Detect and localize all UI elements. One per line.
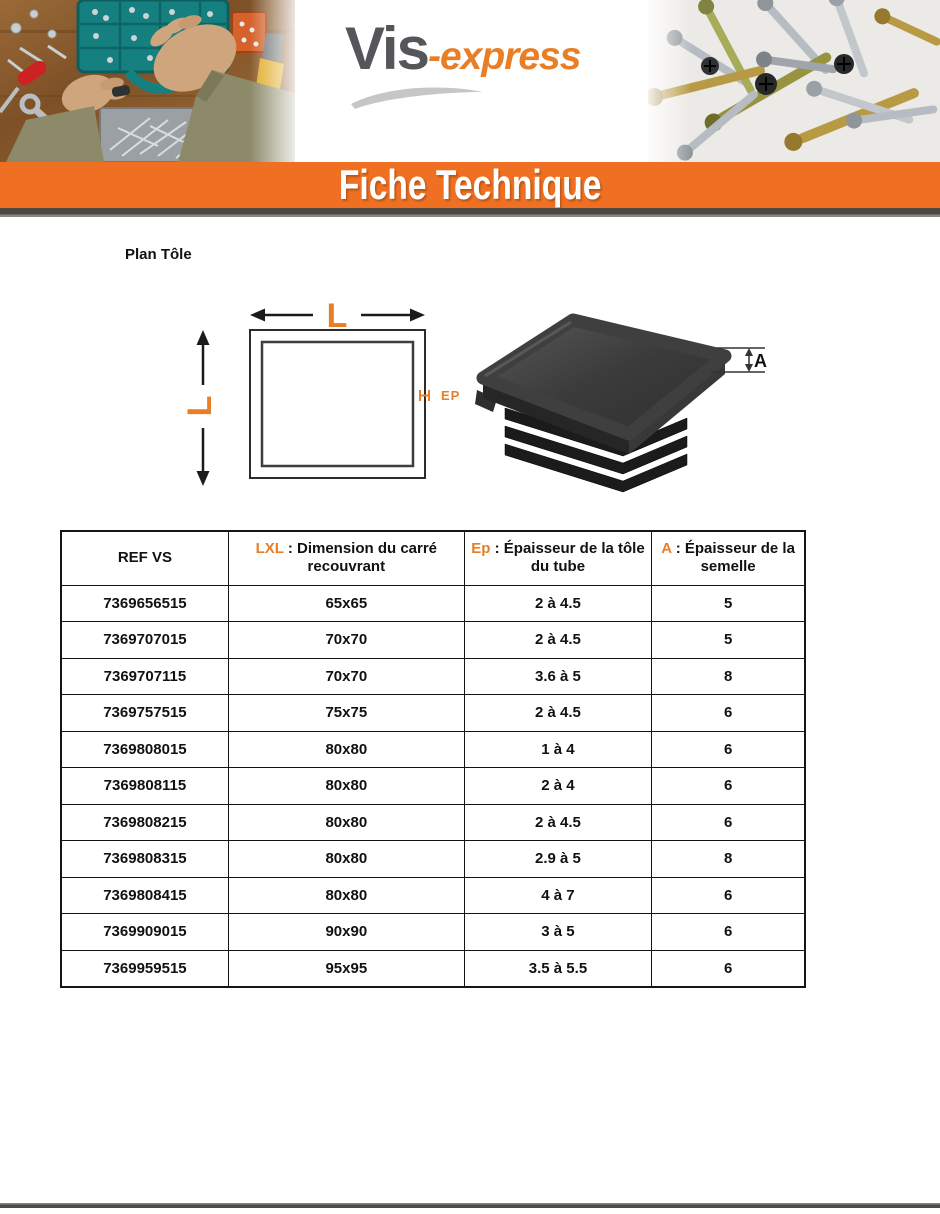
workbench-photo-illustration <box>0 0 298 162</box>
screws-pile-photo <box>648 0 940 162</box>
screws-pile-illustration <box>648 0 940 162</box>
spec-table <box>60 530 806 988</box>
banner-divider <box>0 208 940 217</box>
cell-lxl: 75x75 <box>228 695 464 732</box>
cell-lxl: 80x80 <box>228 804 464 841</box>
table-row <box>61 658 805 695</box>
vis-express-logo <box>345 14 580 83</box>
cell-lxl: 70x70 <box>228 622 464 659</box>
cell-lxl: 70x70 <box>228 658 464 695</box>
a-arrowhead-down-icon <box>745 364 753 372</box>
table-row <box>61 768 805 805</box>
cell-ref: 7369707115 <box>61 658 228 695</box>
cell-lxl: 95x95 <box>228 950 464 987</box>
cell-ep: 2 à 4.5 <box>464 695 651 732</box>
arrowhead-down-icon <box>197 471 210 486</box>
cell-ref: 7369707015 <box>61 622 228 659</box>
arrowhead-right-icon <box>410 309 425 322</box>
cell-ref: 7369808115 <box>61 768 228 805</box>
header-a-prefix: A <box>661 539 672 557</box>
footer-divider <box>0 1203 940 1208</box>
cell-ref: 7369656515 <box>61 585 228 622</box>
logo-swoosh-icon <box>347 82 487 110</box>
cell-lxl: 90x90 <box>228 914 464 951</box>
l-left-label-group <box>181 396 219 417</box>
workbench-photo <box>0 0 298 162</box>
table-row <box>61 841 805 878</box>
header-ref-vs <box>61 531 228 585</box>
cell-ep: 2.9 à 5 <box>464 841 651 878</box>
cell-ref: 7369909015 <box>61 914 228 951</box>
table-row <box>61 877 805 914</box>
cell-ep: 2 à 4.5 <box>464 622 651 659</box>
cell-a: 5 <box>652 622 805 659</box>
tube-cross-section-diagram <box>165 290 475 510</box>
header-ep-prefix: Ep <box>471 539 491 557</box>
cell-ep: 2 à 4.5 <box>464 585 651 622</box>
cell-a: 8 <box>652 658 805 695</box>
cell-ep: 2 à 4.5 <box>464 804 651 841</box>
outer-square <box>250 330 425 478</box>
arrowhead-up-icon <box>197 330 210 345</box>
table-row <box>61 731 805 768</box>
cell-a: 6 <box>652 695 805 732</box>
cap-3d-illustration <box>475 300 775 500</box>
cell-ep: 4 à 7 <box>464 877 651 914</box>
header-lxl-prefix: LXL <box>255 539 284 557</box>
l-top-label: L <box>326 297 348 335</box>
table-row <box>61 585 805 622</box>
cell-a: 6 <box>652 914 805 951</box>
cell-lxl: 80x80 <box>228 768 464 805</box>
header-a <box>652 531 805 585</box>
a-arrowhead-up-icon <box>745 348 753 356</box>
cell-ep: 3 à 5 <box>464 914 651 951</box>
header-lxl-label: : Dimension du carré recouvrant <box>283 539 438 576</box>
cell-ref: 7369757515 <box>61 695 228 732</box>
cell-a: 5 <box>652 585 805 622</box>
header-lxl <box>228 531 464 585</box>
table-row <box>61 950 805 987</box>
logo-express-text: -express <box>427 35 581 78</box>
cell-ep: 2 à 4 <box>464 768 651 805</box>
header-ep <box>464 531 651 585</box>
cell-ep: 1 à 4 <box>464 731 651 768</box>
cell-a: 6 <box>652 768 805 805</box>
table-row <box>61 914 805 951</box>
a-label: A <box>754 351 767 371</box>
cell-ep: 3.5 à 5.5 <box>464 950 651 987</box>
header-a-label: : Épaisseur de la semelle <box>671 539 795 576</box>
spec-table-header-row <box>61 531 805 585</box>
cell-ref: 7369959515 <box>61 950 228 987</box>
table-row <box>61 804 805 841</box>
header-ep-label: : Épaisseur de la tôle du tube <box>490 539 645 576</box>
page-title: Fiche Technique <box>338 161 602 208</box>
table-row <box>61 695 805 732</box>
cell-ref: 7369808315 <box>61 841 228 878</box>
cell-ref: 7369808415 <box>61 877 228 914</box>
logo-vis-text: Vis <box>345 15 428 82</box>
spec-table-container <box>60 530 806 988</box>
cell-ep: 3.6 à 5 <box>464 658 651 695</box>
cell-a: 6 <box>652 731 805 768</box>
spec-table-body <box>61 585 805 987</box>
cell-lxl: 80x80 <box>228 877 464 914</box>
cell-a: 6 <box>652 950 805 987</box>
header-ref-label: REF VS <box>117 548 173 566</box>
cell-a: 6 <box>652 877 805 914</box>
ep-label: EP <box>441 388 461 403</box>
arrowhead-left-icon <box>250 309 265 322</box>
cell-a: 6 <box>652 804 805 841</box>
table-row <box>61 622 805 659</box>
section-title: Plan Tôle <box>125 246 192 263</box>
l-left-label: L <box>181 395 219 417</box>
cell-lxl: 80x80 <box>228 841 464 878</box>
cell-ref: 7369808215 <box>61 804 228 841</box>
cell-lxl: 80x80 <box>228 731 464 768</box>
logo-area <box>295 0 653 162</box>
banner <box>0 162 940 208</box>
cell-lxl: 65x65 <box>228 585 464 622</box>
cell-a: 8 <box>652 841 805 878</box>
cell-ref: 7369808015 <box>61 731 228 768</box>
